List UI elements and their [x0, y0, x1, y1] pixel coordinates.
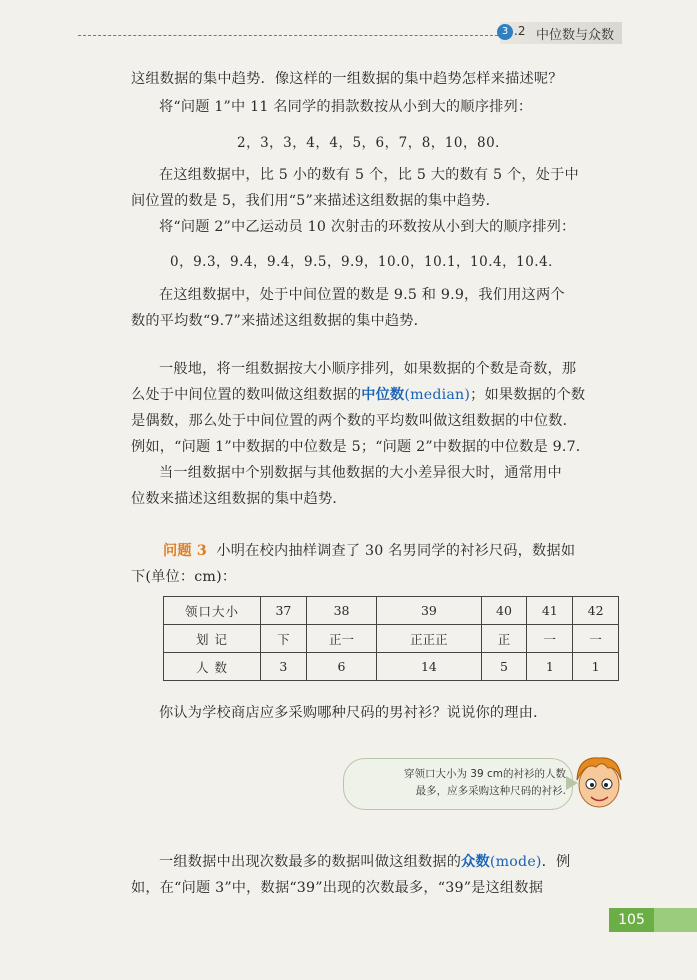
- text-line: 将“问题 1”中 11 名同学的捐款数按从小到大的顺序排列：: [159, 99, 533, 115]
- table-cell: 1: [527, 653, 573, 681]
- text-line: 一般地，将一组数据按大小顺序排列，如果数据的个数是奇数，那: [159, 361, 577, 377]
- text-line: 在这组数据中，处于中间位置的数是 9.5 和 9.9，我们用这两个: [159, 287, 565, 303]
- text-line-mode-def: [159, 851, 570, 871]
- table-cell: 一: [573, 625, 619, 653]
- text-segment: 一组数据中出现次数最多的数据叫做这组数据的: [159, 854, 462, 870]
- text-segment: ；如果数据的个数: [470, 387, 586, 403]
- chapter-badge: 3: [497, 24, 513, 40]
- term-median-en: (median): [404, 387, 471, 403]
- text-line: 将“问题 2”中乙运动员 10 次射击的环数按从小到大的顺序排列：: [159, 219, 576, 235]
- text-line: 数的平均数“9.7”来描述这组数据的集中趋势．: [131, 313, 429, 329]
- text-line: 这组数据的集中趋势．像这样的一组数据的集中趋势怎样来描述呢？: [131, 71, 563, 87]
- table-cell: 正: [481, 625, 527, 653]
- table-cell: 40: [481, 597, 527, 625]
- row-header: 人 数: [164, 653, 261, 681]
- table-cell: 39: [377, 597, 481, 625]
- shirt-size-table: [163, 596, 619, 681]
- table-cell: 正一: [306, 625, 376, 653]
- table-cell: 下: [261, 625, 307, 653]
- table-cell: 37: [261, 597, 307, 625]
- speech-bubble-text: [356, 766, 566, 800]
- row-header: 划 记: [164, 625, 261, 653]
- cartoon-boy-icon: [572, 752, 626, 810]
- question-3-label: 问题 3: [163, 543, 207, 559]
- section-number: .2: [514, 24, 526, 38]
- question-3-line: [163, 540, 575, 560]
- term-median: 中位数: [361, 387, 405, 403]
- text-line: 是偶数，那么处于中间位置的两个数的平均数叫做这组数据的中位数．: [131, 413, 578, 429]
- table-cell: 42: [573, 597, 619, 625]
- term-mode: 众数: [461, 854, 490, 870]
- page-number-bar: [654, 908, 697, 932]
- bubble-line: 最多，应多采购这种尺码的衬衫.: [415, 785, 566, 797]
- text-line: 例如，“问题 1”中数据的中位数是 5；“问题 2”中数据的中位数是 9.7．: [131, 439, 591, 455]
- text-line: 间位置的数是 5，我们用“5”来描述这组数据的集中趋势．: [131, 193, 500, 209]
- section-title: 中位数与众数: [536, 28, 615, 43]
- text-line: 当一组数据中个别数据与其他数据的大小差异很大时，通常用中: [159, 465, 562, 481]
- text-line: 你认为学校商店应多采购哪种尺码的男衬衫？说说你的理由．: [159, 705, 548, 721]
- header-rule: [78, 35, 498, 36]
- text-line: 位数来描述这组数据的集中趋势．: [131, 491, 347, 507]
- text-segment: 么处于中间位置的数叫做这组数据的: [131, 387, 362, 403]
- text-segment: 小明在校内抽样调查了 30 名男同学的衬衫尺码，数据如: [216, 543, 576, 559]
- data-list-line: 2，3，3，4，4，5，6，7，8，10，80．: [237, 135, 510, 151]
- table-cell: 41: [527, 597, 573, 625]
- table-cell: 14: [377, 653, 481, 681]
- table-cell: 正正正: [377, 625, 481, 653]
- table-cell: 1: [573, 653, 619, 681]
- table-row-sizes: [164, 597, 619, 625]
- data-list-line: 0，9.3，9.4，9.4，9.5，9.9，10.0，10.1，10.4，10.4．: [170, 254, 563, 270]
- table-cell: 3: [261, 653, 307, 681]
- table-cell: 6: [306, 653, 376, 681]
- page-number: 105: [609, 908, 654, 932]
- table-row-tallies: [164, 625, 619, 653]
- text-line: 如，在“问题 3”中，数据“39”出现的次数最多，“39”是这组数据: [131, 880, 544, 896]
- bubble-line: 穿领口大小为 39 cm的衬衫的人数: [403, 768, 566, 780]
- term-mode-en: (mode): [489, 854, 542, 870]
- table-cell: 一: [527, 625, 573, 653]
- row-header: 领口大小: [164, 597, 261, 625]
- table-cell: 5: [481, 653, 527, 681]
- text-line: 在这组数据中，比 5 小的数有 5 个，比 5 大的数有 5 个，处于中: [159, 167, 579, 183]
- text-line: 下(单位：cm)：: [131, 569, 237, 585]
- text-line-median-def: [131, 384, 585, 404]
- text-segment: ．例: [541, 854, 571, 870]
- table-row-counts: [164, 653, 619, 681]
- table-cell: 38: [306, 597, 376, 625]
